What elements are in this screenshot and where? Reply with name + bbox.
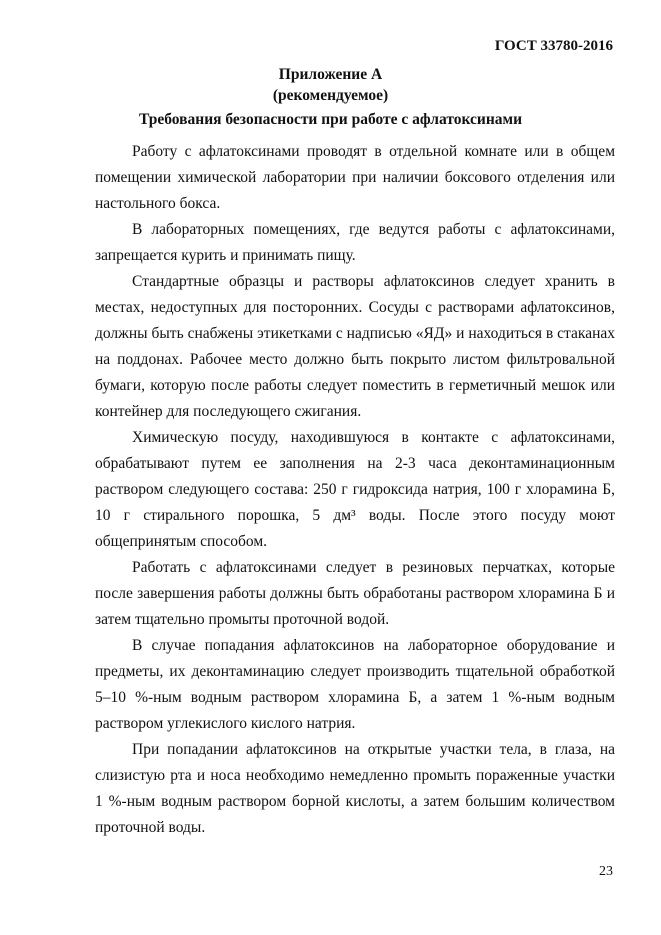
paragraph: Стандартные образцы и растворы афлатоксинов следует хранить в местах, недоступных для посторонних. Сосуды с растворами афлатоксинов, должны быть снабжены этикетками с надписью «ЯД» и находиться в стаканах на поддонах. Рабочее место должно быть покрыто листом фильтровальной бумаги, которую после работы следует поместить в герметичный мешок или контейнер для последующего сжигания. <box>95 273 615 420</box>
paragraph: В случае попадания афлатоксинов на лабораторное оборудование и предметы, их деконтаминацию следует производить тщательной обработкой 5–10 %-ным водным раствором хлорамина Б, а затем 1 %-ным водным раствором углекислого кислого натрия. <box>95 637 615 732</box>
appendix-label: Приложение А <box>278 66 383 83</box>
paragraph: Работу с афлатоксинами проводят в отдельной комнате или в общем помещении химической лаборатории при наличии боксового отделения или настольного бокса. <box>95 143 615 212</box>
paragraph: Химическую посуду, находившуюся в контакте с афлатоксинами, обрабатывают путем ее заполнения на 2-3 часа деконтаминационным раствором следующего состава: 250 г гидроксида натрия, 100 г хлорамина Б, 10 г стирального порошка, 5 дм³ воды. После этого посуду моют общепринятым способом. <box>95 429 615 550</box>
appendix-status: (рекомендуемое) <box>272 87 389 104</box>
page-number: 23 <box>599 864 613 879</box>
paragraph: При попадании афлатоксинов на открытые участки тела, в глаза, на слизистую рта и носа необходимо немедленно промыть пораженные участки 1 %-ным водным раствором борной кислоты, а затем большим количеством проточной воды. <box>95 741 615 836</box>
appendix-heading <box>0 64 661 106</box>
body-text <box>95 139 615 841</box>
document-code: ГОСТ 33780-2016 <box>494 38 613 54</box>
paragraph: В лабораторных помещениях, где ведутся работы с афлатоксинами, запрещается курить и принимать пищу. <box>95 221 615 264</box>
appendix-title: Требования безопасности при работе с афлатоксинами <box>138 111 522 128</box>
paragraph: Работать с афлатоксинами следует в резиновых перчатках, которые после завершения работы должны быть обработаны раствором хлорамина Б и затем тщательно промыты проточной водой. <box>95 559 615 628</box>
